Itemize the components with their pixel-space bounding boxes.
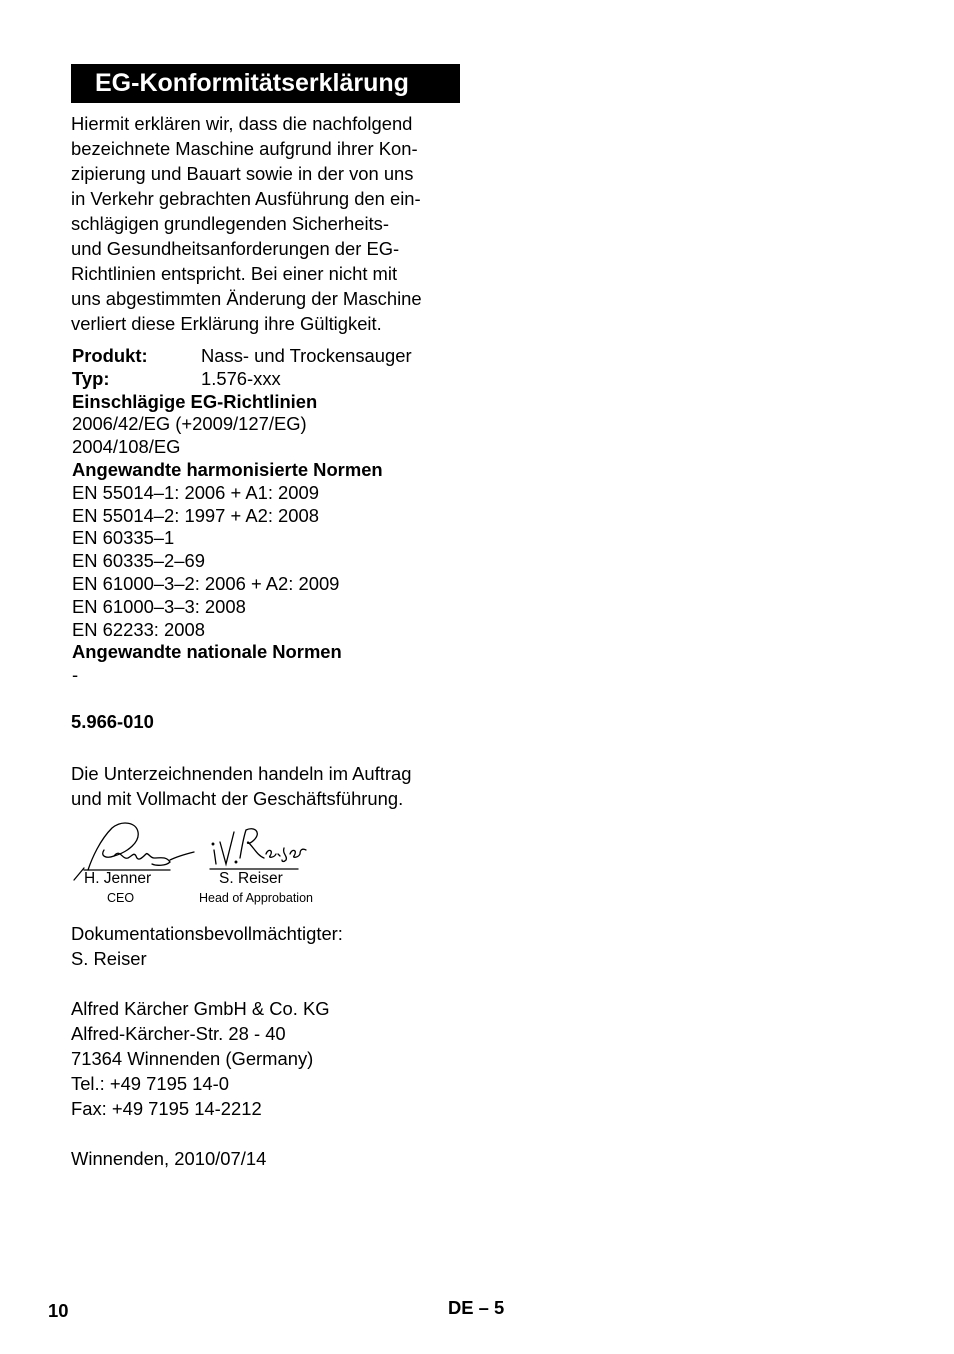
norm-item: EN 60335–2–69 bbox=[72, 550, 205, 572]
address-line: Alfred-Kärcher-Str. 28 - 40 bbox=[71, 1023, 286, 1044]
national-heading: Angewandte nationale Normen bbox=[72, 641, 342, 663]
norm-item: EN 62233: 2008 bbox=[72, 618, 205, 640]
documentation-name: S. Reiser bbox=[71, 948, 147, 969]
signatory-role: CEO bbox=[107, 891, 135, 905]
product-label: Produkt: bbox=[72, 345, 148, 366]
signature-reiser bbox=[210, 829, 306, 869]
page-number: 10 bbox=[48, 1300, 69, 1321]
address-line: 71364 Winnenden (Germany) bbox=[71, 1048, 314, 1069]
documentation-block bbox=[71, 921, 343, 971]
norm-item: EN 61000–3–3: 2008 bbox=[72, 595, 246, 617]
signatory-name: S. Reiser bbox=[219, 870, 283, 887]
type-row bbox=[72, 368, 472, 391]
intro-line: uns abgestimmten Änderung der Maschine bbox=[71, 288, 422, 309]
norm-item: EN 55014–2: 1997 + A2: 2008 bbox=[72, 504, 319, 526]
norm-item: EN 61000–3–2: 2006 + A2: 2009 bbox=[72, 572, 340, 594]
address-line: Fax: +49 7195 14-2212 bbox=[71, 1098, 262, 1119]
product-specs bbox=[72, 345, 472, 687]
signatory-name: H. Jenner bbox=[84, 870, 152, 887]
harmonised-heading: Angewandte harmonisierte Normen bbox=[72, 458, 383, 480]
national-value: - bbox=[72, 664, 79, 686]
place-date: Winnenden, 2010/07/14 bbox=[71, 1148, 267, 1169]
directive-item: 2006/42/EG (+2009/127/EG) bbox=[72, 413, 307, 435]
norm-item: EN 55014–1: 2006 + A1: 2009 bbox=[72, 481, 319, 503]
documentation-label: Dokumentationsbevollmächtigter: bbox=[71, 923, 343, 944]
product-row bbox=[72, 345, 472, 368]
address-block bbox=[71, 996, 330, 1121]
type-label: Typ: bbox=[72, 367, 110, 389]
intro-line: zipierung und Bauart sowie in der von uns bbox=[71, 163, 414, 184]
language-page-label: DE – 5 bbox=[448, 1297, 505, 1318]
intro-line: verliert diese Erklärung ihre Gültigkeit. bbox=[71, 313, 382, 334]
directives-heading: Einschlägige EG-Richtlinien bbox=[72, 390, 318, 412]
product-value: Nass- und Trockensauger bbox=[201, 345, 412, 366]
mandate-line: Die Unterzeichnenden handeln im Auftrag bbox=[71, 763, 412, 784]
type-value: 1.576-xxx bbox=[201, 367, 281, 389]
intro-line: in Verkehr gebrachten Ausführung den ein- bbox=[71, 188, 421, 209]
directive-item: 2004/108/EG bbox=[72, 436, 181, 458]
address-line: Alfred Kärcher GmbH & Co. KG bbox=[71, 998, 330, 1019]
signatory-role: Head of Approbation bbox=[199, 891, 313, 905]
intro-line: bezeichnete Maschine aufgrund ihrer Kon- bbox=[71, 138, 418, 159]
mandate-line: und mit Vollmacht der Geschäftsführung. bbox=[71, 788, 404, 809]
page-title: EG-Konformitätserklärung bbox=[71, 64, 460, 103]
address-line: Tel.: +49 7195 14-0 bbox=[71, 1073, 229, 1094]
intro-line: Richtlinien entspricht. Bei einer nicht mit bbox=[71, 263, 398, 284]
mandate-paragraph bbox=[71, 761, 411, 811]
intro-line: Hiermit erklären wir, dass die nachfolgend bbox=[71, 113, 413, 134]
intro-line: und Gesundheitsanforderungen der EG- bbox=[71, 238, 400, 259]
intro-line: schlägigen grundlegenden Sicherheits- bbox=[71, 213, 389, 234]
document-number: 5.966-010 bbox=[71, 711, 154, 732]
norm-item: EN 60335–1 bbox=[72, 527, 175, 549]
intro-paragraph bbox=[71, 111, 463, 336]
